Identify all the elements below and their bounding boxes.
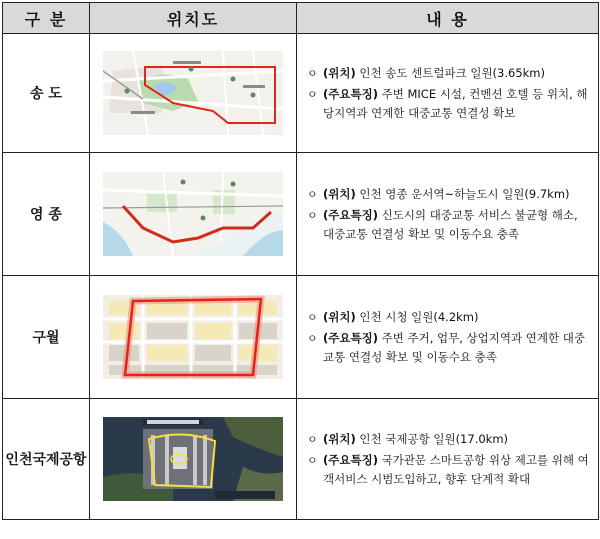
map-cell [90,153,297,276]
header-category: 구 분 [3,3,90,34]
table-row [3,153,599,276]
songdo-central-park-map-icon [103,51,283,135]
incheon-airport-satellite-map-icon [103,417,283,501]
item-text: 주변 주거, 업무, 상업지역과 연계한 대중교통 연결성 확보 및 이동수요 충족 [323,330,585,364]
item-text: 인천 시청 일원(4.2km) [355,309,479,324]
item-text: 주변 MICE 시설, 컨벤션 호텔 등 위치, 해당지역과 연계한 대중교통 연결성 확보 [323,86,588,120]
table-row [3,399,599,520]
bullet-icon: ㅇ [307,208,318,222]
description-cell [297,276,599,399]
table-row [3,276,599,399]
row-name: 송 도 [3,34,90,153]
header-content: 내 용 [297,3,599,34]
item-label: (위치) [323,431,356,446]
header-location-map: 위치도 [90,3,297,34]
list-item [307,64,590,83]
bullet-icon: ㅇ [307,453,318,467]
item-text: 인천 영종 운서역~하늘도시 일원(9.7km) [355,186,570,201]
map-cell [90,399,297,520]
item-label: (주요특징) [323,86,378,101]
item-label: (위치) [323,65,356,80]
row-name: 영 종 [3,153,90,276]
header-row [3,3,599,34]
item-label: (위치) [323,186,356,201]
row-name: 구월 [3,276,90,399]
list-item [307,206,590,244]
route-table [2,2,599,520]
airport-map-image [103,417,283,501]
list-item [307,185,590,204]
item-label: (위치) [323,309,356,324]
bullet-icon: ㅇ [307,66,318,80]
map-cell [90,34,297,153]
row-name: 인천국제공항 [3,399,90,520]
list-item [307,308,590,327]
item-text: 신도시의 대중교통 서비스 불균형 해소, 대중교통 연결성 확보 및 이동수요 충족 [323,207,578,241]
list-item [307,451,590,489]
guwol-map-image [103,295,283,379]
description-cell [297,153,599,276]
bullet-icon: ㅇ [307,187,318,201]
bullet-icon: ㅇ [307,310,318,324]
description-cell [297,399,599,520]
guwol-city-hall-map-icon [103,295,283,379]
item-text: 국가관문 스마트공항 위상 제고를 위해 여객서비스 시범도입하고, 향후 단계적 확대 [323,452,589,486]
map-cell [90,276,297,399]
item-text: 인천 국제공항 일원(17.0km) [355,431,509,446]
list-item [307,430,590,449]
item-label: (주요특징) [323,452,378,467]
bullet-icon: ㅇ [307,331,318,345]
bullet-icon: ㅇ [307,87,318,101]
table-row [3,34,599,153]
bullet-icon: ㅇ [307,432,318,446]
yeongjong-route-map-icon [103,172,283,256]
item-label: (주요특징) [323,330,378,345]
songdo-map-image [103,51,283,135]
description-cell [297,34,599,153]
item-label: (주요특징) [323,207,378,222]
list-item [307,329,590,367]
item-text: 인천 송도 센트럴파크 일원(3.65km) [355,65,545,80]
yeongjong-map-image [103,172,283,256]
list-item [307,85,590,123]
